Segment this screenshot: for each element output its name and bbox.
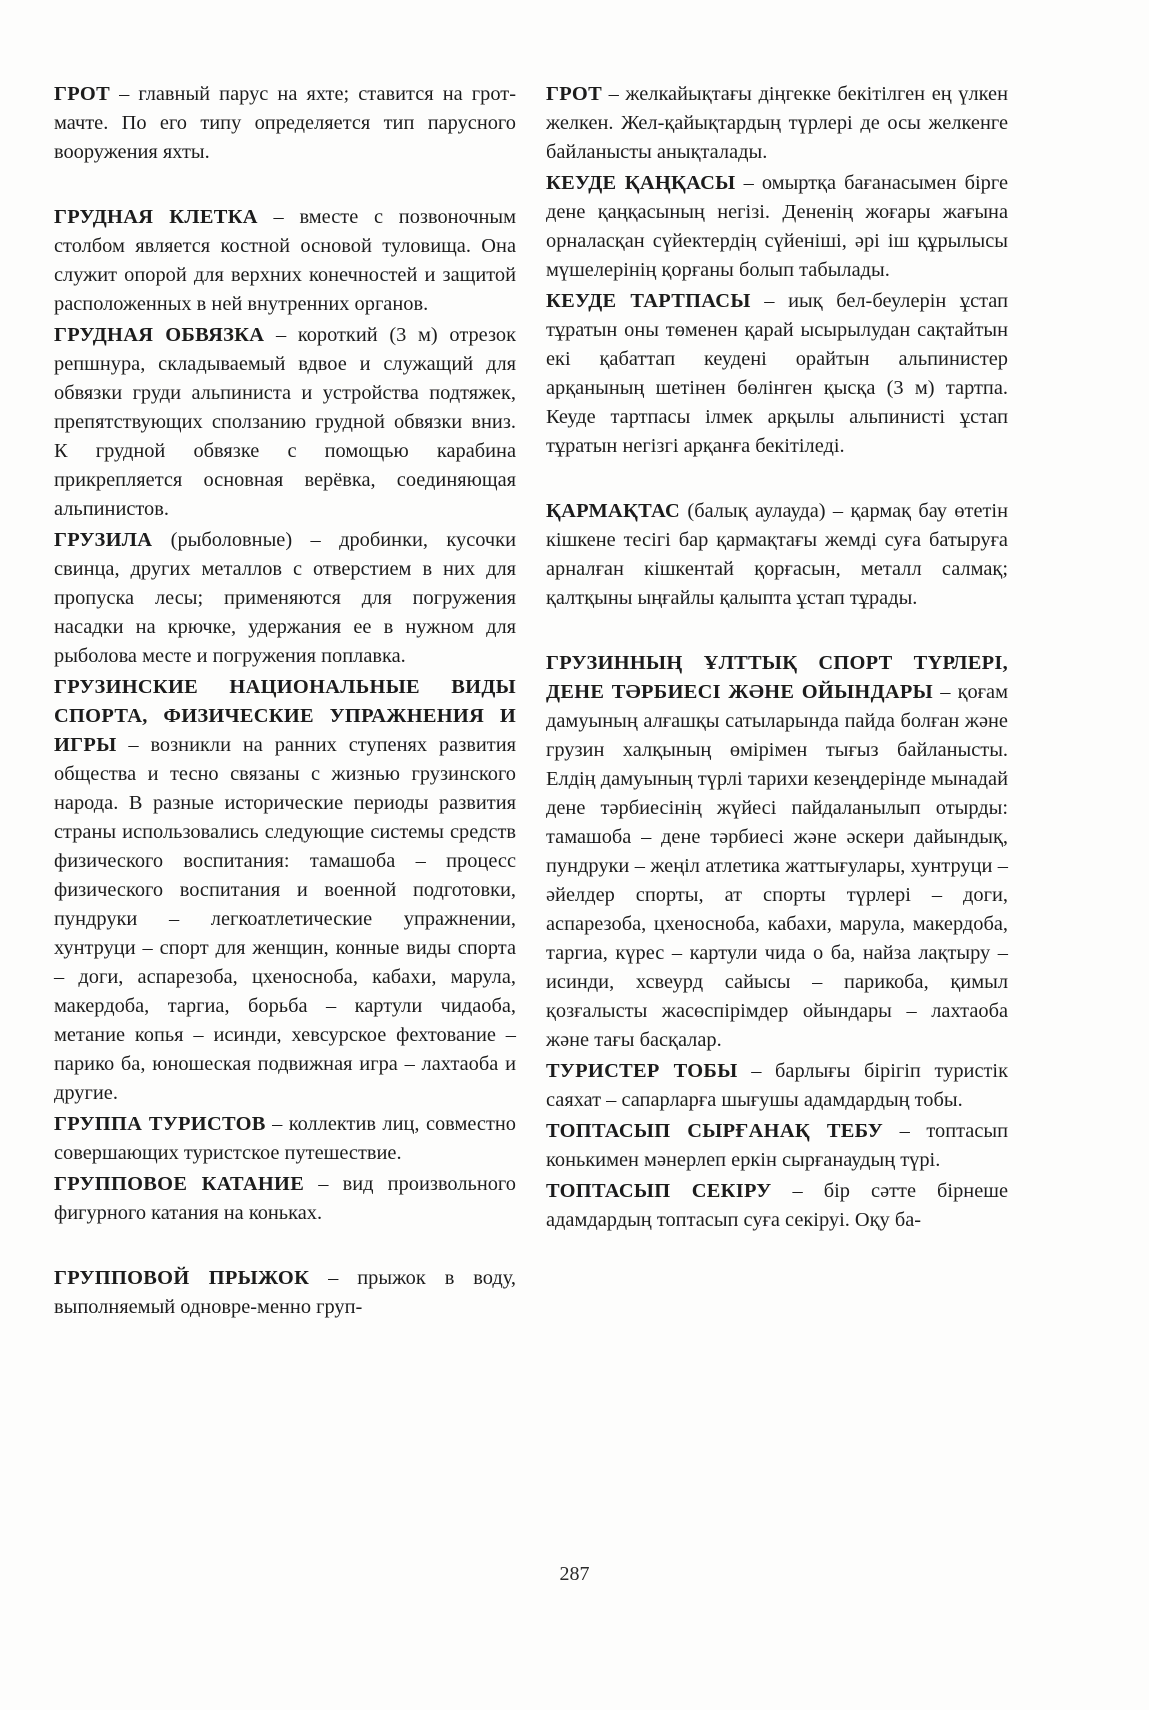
entry-gruzinskie-vidy-sporta bbox=[54, 673, 516, 1108]
entry-term: ГРУППОВОЕ КАТАНИЕ bbox=[54, 1173, 305, 1195]
entry-term: ГРУЗИНСКИЕ НАЦИОНАЛЬНЫЕ ВИДЫ СПОРТА, ФИЗИЧЕСКИЕ УПРАЖНЕНИЯ И ИГРЫ bbox=[54, 676, 516, 756]
left-column-russian bbox=[54, 80, 516, 1324]
entry-grudnaya-obvyazka bbox=[54, 321, 516, 524]
entry-turister-toby bbox=[546, 1057, 1008, 1115]
entry-definition: (рыболовные) – дробинки, кусочки свинца, других металлов с отверстием в них для пропуска лесы; применяются для погружения насадки на крючке, удержания ее в нужном для рыболова месте и погружения поплавка. bbox=[54, 529, 516, 667]
entry-term: ТОПТАСЫП СЕКІРУ bbox=[546, 1180, 772, 1202]
entry-gruzinnin-ulttyk-sport bbox=[546, 649, 1008, 1055]
page-number: 287 bbox=[559, 1563, 590, 1585]
entry-grot-ru bbox=[54, 80, 516, 167]
entry-gruppa-turistov bbox=[54, 1110, 516, 1168]
entry-gruzila bbox=[54, 526, 516, 671]
entry-gruppovoy-pryzhok bbox=[54, 1264, 516, 1322]
entry-toptasyp-sekiru bbox=[546, 1177, 1008, 1235]
entry-term: ГРОТ bbox=[54, 83, 110, 105]
entry-definition: – желкайықтағы діңгекке бекітілген ең үлкен желкен. Жел-қайықтардың түрлері де осы желкенге байланысты анықталады. bbox=[546, 83, 1008, 163]
entry-definition: – барлығы бірігіп туристік саяхат – сапарларға шығушы адамдардың тобы. bbox=[546, 1060, 1008, 1111]
entry-definition: – возникли на ранних ступенях развития общества и тесно связаны с жизнью грузинского народа. В разные исторические периоды развития страны использовались следующие системы средств физического воспитания: тамашоба – процесс физического воспитания и военной подготовки, пундруки – легкоатлетические упражнении, хунтруци – спорт для женщин, конные виды спорта – доги, аспарезоба, цхеносноба, кабахи, марула, макердоба, таргиа, борьба – картули чидаоба, метание копья – исинди, хевсурское фехтование – парико ба, юношеская подвижная игра – лахтаоба и другие. bbox=[54, 734, 516, 1104]
entry-toptasyp-syrganak bbox=[546, 1117, 1008, 1175]
entry-term: КЕУДЕ ҚАҢҚАСЫ bbox=[546, 172, 736, 194]
entry-definition: – омыртқа бағанасымен бірге дене қаңқасының негізі. Дененің жоғары жағына орналасқан сүйектердің сүйеніші, әрі іш құрылысы мүшелерінің қорғаны болып табылады. bbox=[546, 172, 1009, 281]
entry-keude-kankasy bbox=[546, 169, 1008, 285]
entry-definition: – иық бел-беулерін ұстап тұратын оны төменен қарай ысырылудан сақтайтын екі қабаттап кеудені орайтын альпинистер арқанының шетінен бөлінген қысқа (3 м) тартпа. Кеуде тартпасы ілмек арқылы альпинисті ұстап тұратын негізгі арқанға бекітіледі. bbox=[546, 290, 1008, 457]
entry-term: ГРОТ bbox=[546, 83, 602, 105]
entry-term: ГРУДНАЯ КЛЕТКА bbox=[54, 206, 258, 228]
entry-definition: – вместе с позвоночным столбом является костной основой туловища. Она служит опорой для верхних конечностей и защитой расположенных в ней внутренних органов. bbox=[54, 206, 516, 315]
entry-definition: – главный парус на яхте; ставится на грот-мачте. По его типу определяется тип парусного вооружения яхты. bbox=[54, 83, 516, 163]
entry-term: ГРУППОВОЙ ПРЫЖОК bbox=[54, 1267, 310, 1289]
entry-definition: (балық аулауда) – қармақ бау өтетін кішкене тесігі бар қармақтағы жемді суға батыруға арналған кішкентай қорғасын, металл салмақ; қалтқыны ыңғайлы қалыпта ұстап тұрады. bbox=[546, 500, 1008, 609]
entry-definition: – қоғам дамуының алғашқы сатыларында пайда болған және грузин халқының өмірімен тығыз байланысты. Елдің дамуының түрлі тарихи кезеңдерінде мынадай дене тәрбиесінің жүйесі пайдаланылып отырды: тамашоба – дене тәрбиесі және әскери дайындық, пундруки – жеңіл атлетика жаттығулары, хунтруци – әйелдер спорты, ат спорты түрлері – доги, аспарезоба, цхеносноба, кабахи, марула, макердоба, таргиа, күрес – картули чида о ба, найза лақтыру – исинди, хсвеурд сайысы – парикоба, қимыл қозғалысты жасөспірімдер ойындары – лахтаоба және тағы басқалар. bbox=[546, 681, 1008, 1051]
entry-term: ГРУЗИЛА bbox=[54, 529, 153, 551]
entry-definition: – бір сәтте бірнеше адамдардың топтасып суға секіруі. Оқу ба- bbox=[546, 1180, 1008, 1231]
entry-definition: – короткий (3 м) отрезок репшнура, складываемый вдвое и служащий для обвязки груди альпиниста и устройства подтяжек, препятствующих сползанию грудной обвязки вниз. К грудной обвязке с помощью карабина прикрепляется основная верёвка, соединяющая альпинистов. bbox=[54, 324, 517, 520]
entry-term: ТУРИСТЕР ТОБЫ bbox=[546, 1060, 738, 1082]
entry-term: ГРУЗИННЫҢ ҰЛТТЫҚ СПОРТ ТҮРЛЕРІ, ДЕНЕ ТӘРБИЕСІ ЖӘНЕ ОЙЫНДАРЫ bbox=[546, 652, 1008, 703]
entry-definition: – прыжок в воду, выполняемый одновре-менно груп- bbox=[54, 1267, 516, 1318]
entry-keude-tartpasy bbox=[546, 287, 1008, 461]
entry-karmaktas bbox=[546, 497, 1008, 613]
entry-term: ГРУДНАЯ ОБВЯЗКА bbox=[54, 324, 265, 346]
entry-definition: – топтасып конькимен мәнерлеп еркін сырғанаудың түрі. bbox=[546, 1120, 1008, 1171]
entry-term: ТОПТАСЫП СЫРҒАНАҚ ТЕБУ bbox=[546, 1120, 883, 1142]
entry-term: ҚАРМАҚТАС bbox=[546, 500, 681, 522]
entry-grot-kz bbox=[546, 80, 1008, 167]
entry-grudnaya-kletka bbox=[54, 203, 516, 319]
entry-term: КЕУДЕ ТАРТПАСЫ bbox=[546, 290, 751, 312]
entry-term: ГРУППА ТУРИСТОВ bbox=[54, 1113, 266, 1135]
right-column-kazakh bbox=[546, 80, 1008, 1237]
entry-gruppovoe-katanie bbox=[54, 1170, 516, 1228]
entry-definition: – коллектив лиц, совместно совершающих туристское путешествие. bbox=[54, 1113, 516, 1164]
entry-definition: – вид произвольного фигурного катания на коньках. bbox=[54, 1173, 516, 1224]
